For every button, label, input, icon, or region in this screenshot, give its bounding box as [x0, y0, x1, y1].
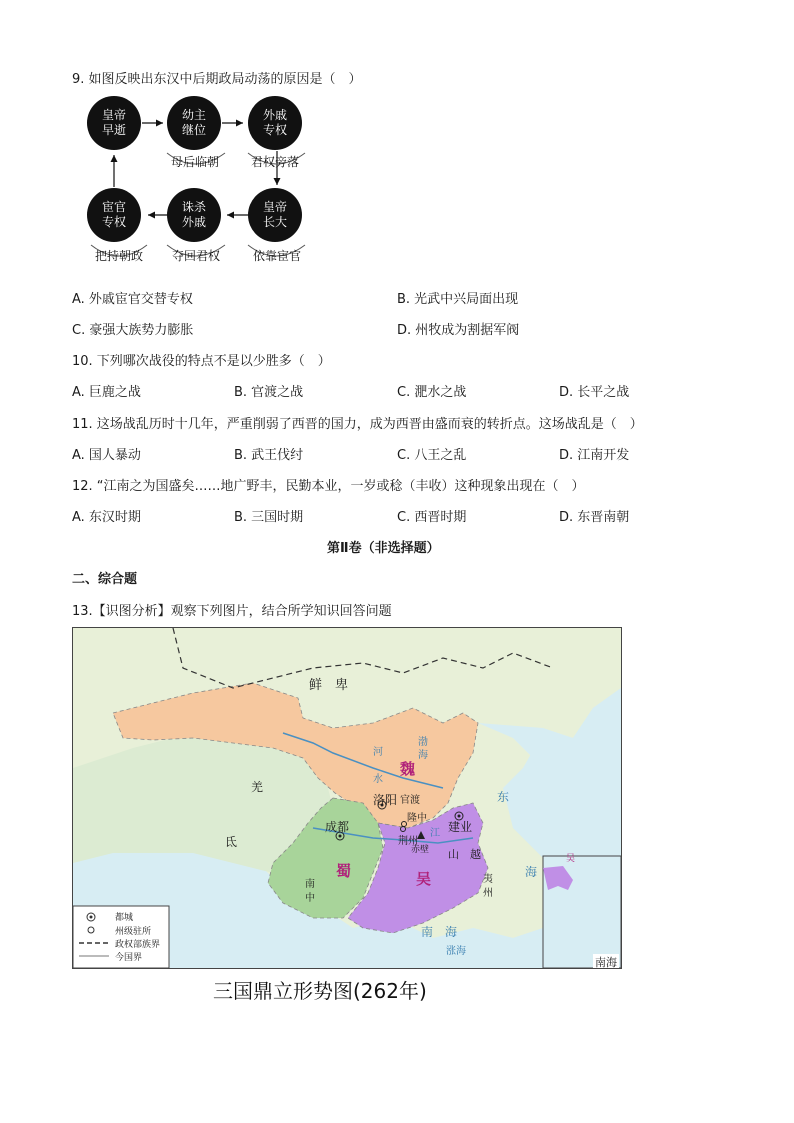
label-nanhai: 南 海 [421, 925, 458, 939]
label-shui: 水 [373, 774, 383, 785]
label-chibi: 赤壁 [411, 845, 430, 855]
legend-prefecture: 州级驻所 [115, 927, 152, 937]
label-donghai: 东 [497, 790, 510, 804]
label-hai: 海 [525, 865, 538, 879]
caption-regain: 夺回君权 [172, 249, 221, 263]
label-di: 氐 [225, 835, 238, 849]
label-nanzhong: 南 中 [305, 879, 315, 904]
q9-option-d[interactable]: D. 州牧成为割据军阀 [397, 323, 520, 338]
q10-option-b[interactable]: B. 官渡之战 [234, 385, 304, 400]
label-jianye: 建业 [448, 820, 473, 834]
q10-option-a[interactable]: A. 巨鹿之战 [72, 385, 141, 400]
q9-flow-diagram [85, 95, 325, 275]
part-2-title: 第Ⅱ卷（非选择题） [327, 541, 440, 556]
q12-option-b[interactable]: B. 三国时期 [234, 510, 304, 525]
label-shanyue: 山 越 [448, 848, 481, 861]
node-child-enthroned: 幼主继位 [167, 96, 221, 150]
question-13-text: 13.【识图分析】观察下列图片，结合所学知识回答问题 [72, 604, 392, 619]
label-shu: 蜀 [336, 862, 352, 880]
legend-capital: 都城 [115, 913, 134, 923]
label-chengdu: 成都 [325, 820, 350, 834]
label-luoyang: 洛阳 [373, 793, 398, 807]
label-jingzhou: 荆州 [398, 836, 418, 847]
legend-modern-border: 今国界 [115, 953, 143, 963]
label-wu: 吴 [416, 870, 432, 888]
q12-option-c[interactable]: C. 西晋时期 [397, 510, 467, 525]
question-11-text: 11. 这场战乱历时十几年，严重削弱了西晋的国力，成为西晋由盛而衰的转折点。这场战乱是（ ） [72, 417, 643, 432]
question-12-text: 12. “江南之为国盛矣……地广野丰，民勤本业，一岁或稔（丰收）这种现象出现在（ ） [72, 479, 585, 494]
node-emperor-early-death: 皇帝早逝 [87, 96, 141, 150]
caption-rely-eunuch: 依靠宦官 [253, 249, 302, 263]
label-he: 河 [373, 747, 383, 758]
label-jiang: 江 [430, 828, 440, 839]
node-consort-power: 外戚专权 [248, 96, 302, 150]
label-longzhong: 隆中 [407, 813, 427, 824]
label-zhanghai: 涨海 [446, 946, 466, 957]
caption-power-loss: 君权旁落 [251, 155, 300, 169]
q9-option-b[interactable]: B. 光武中兴局面出现 [397, 292, 519, 307]
label-inset-nanhai: 南海 [595, 956, 617, 969]
label-inset-wu: 吴 [566, 854, 576, 864]
question-9-text: 9. 如图反映出东汉中后期政局动荡的原因是（ ） [72, 72, 362, 87]
label-guandu: 官渡 [400, 795, 420, 806]
q9-option-c[interactable]: C. 豪强大族势力膨胀 [72, 323, 194, 338]
label-xianbei: 鲜 卑 [309, 678, 349, 693]
q10-option-c[interactable]: C. 淝水之战 [397, 385, 467, 400]
label-wei: 魏 [400, 760, 416, 778]
q11-option-d[interactable]: D. 江南开发 [559, 448, 630, 463]
label-yizhou: 夷 州 [483, 874, 493, 899]
section-title: 二、综合题 [72, 572, 138, 587]
node-kill-consort: 诛杀外戚 [167, 188, 221, 242]
q12-option-a[interactable]: A. 东汉时期 [72, 510, 141, 525]
label-qiang: 羌 [251, 780, 264, 794]
q9-option-a[interactable]: A. 外戚宦官交替专权 [72, 292, 193, 307]
caption-control: 把持朝政 [95, 249, 144, 263]
caption-regent: 母后临朝 [171, 155, 220, 169]
node-eunuch-power: 宦官专权 [87, 188, 141, 242]
q12-option-d[interactable]: D. 东晋南朝 [559, 510, 630, 525]
label-bohai: 渤 海 [418, 737, 428, 761]
q11-option-c[interactable]: C. 八王之乱 [397, 448, 467, 463]
q11-option-a[interactable]: A. 国人暴动 [72, 448, 141, 463]
map-caption: 三国鼎立形势图(262年) [213, 979, 427, 1003]
three-kingdoms-map [72, 627, 622, 969]
q10-option-d[interactable]: D. 长平之战 [559, 385, 630, 400]
legend-border: 政权部族界 [115, 940, 161, 950]
question-10-text: 10. 下列哪次战役的特点不是以少胜多（ ） [72, 354, 331, 369]
node-emperor-grown: 皇帝长大 [248, 188, 302, 242]
q11-option-b[interactable]: B. 武王伐纣 [234, 448, 304, 463]
